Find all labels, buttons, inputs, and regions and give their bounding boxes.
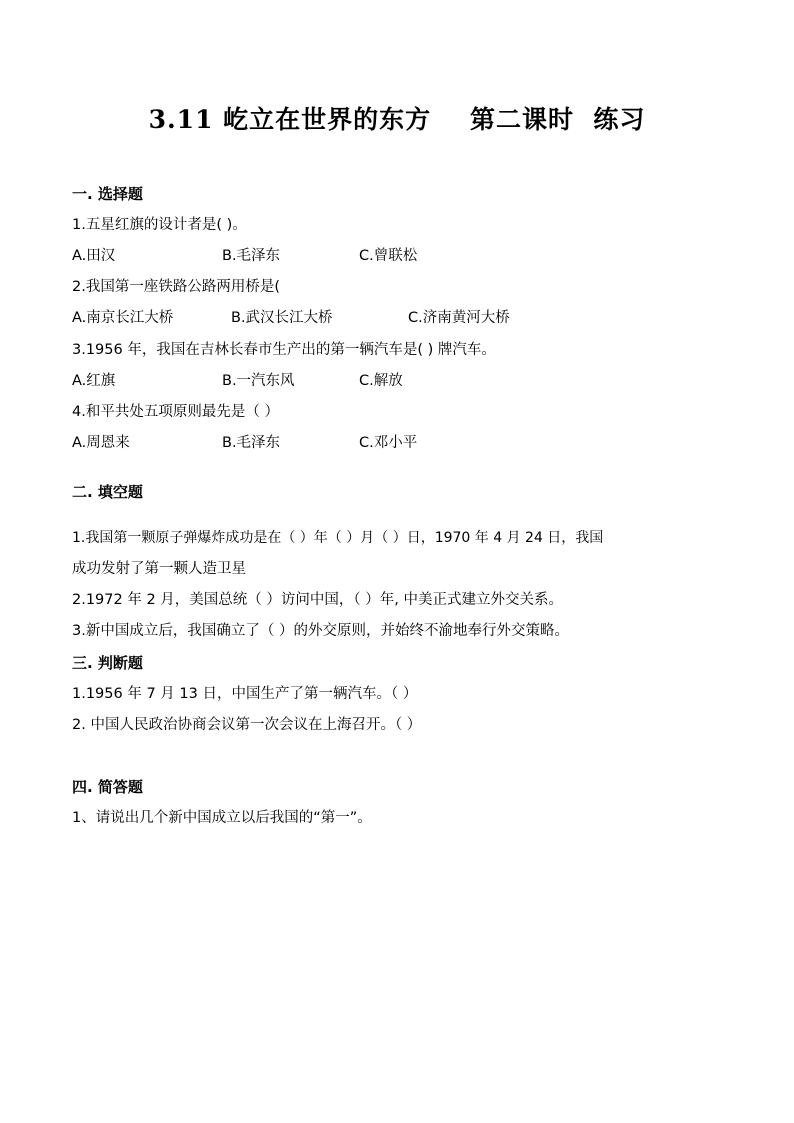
question-choice-3: 3.1956 年，我国在吉林长春市生产出的第一辆汽车是( ) 牌汽车。 (72, 342, 496, 358)
option-b: B.武汉长江大桥 (231, 310, 333, 326)
options-choice-2 (72, 308, 722, 328)
question-judge-1: 1.1956 年 7 月 13 日，中国生产了第一辆汽车。（ ） (72, 686, 418, 702)
option-c: C.解放 (359, 373, 403, 389)
section-heading-fill: 二. 填空题 (72, 483, 143, 501)
section-heading-judge: 三. 判断题 (72, 654, 143, 672)
option-c: C.邓小平 (359, 435, 418, 451)
option-c: C.曾联松 (359, 248, 418, 264)
question-choice-2: 2.我国第一座铁路公路两用桥是( (72, 279, 280, 295)
question-choice-1: 1.五星红旗的设计者是( )。 (72, 217, 247, 233)
page-title: 3.11 屹立在世界的东方 第二课时 练习 (148, 105, 646, 134)
section-heading-choice: 一. 选择题 (72, 185, 143, 203)
option-b: B.毛泽东 (222, 248, 281, 264)
question-fill-3: 3.新中国成立后，我国确立了（ ）的外交原则，并始终不渝地奉行外交策略。 (72, 623, 569, 639)
option-c: C.济南黄河大桥 (408, 310, 510, 326)
question-fill-1-line2: 成功发射了第一颗人造卫星 (72, 561, 246, 577)
question-choice-4: 4.和平共处五项原则最先是（ ） (72, 404, 279, 420)
options-choice-3 (72, 371, 722, 391)
question-judge-2: 2. 中国人民政治协商会议第一次会议在上海召开。（ ） (72, 717, 422, 733)
options-choice-1 (72, 246, 722, 266)
question-fill-1-line1: 1.我国第一颗原子弹爆炸成功是在（ ）年（ ）月（ ）日，1970 年 4 月 24 日，我国 (72, 530, 604, 546)
options-choice-4 (72, 433, 722, 453)
question-fill-2: 2.1972 年 2 月，美国总统（ ）访问中国，（ ）年, 中美正式建立外交关系。 (72, 592, 563, 608)
option-b: B.一汽东风 (222, 373, 295, 389)
option-a: A.南京长江大桥 (72, 310, 174, 326)
option-a: A.红旗 (72, 373, 116, 389)
section-heading-short: 四. 简答题 (72, 778, 143, 796)
option-a: A.周恩来 (72, 435, 130, 451)
option-b: B.毛泽东 (222, 435, 281, 451)
option-a: A.田汉 (72, 248, 116, 264)
question-short-1: 1、请说出几个新中国成立以后我国的“第一”。 (72, 810, 372, 826)
